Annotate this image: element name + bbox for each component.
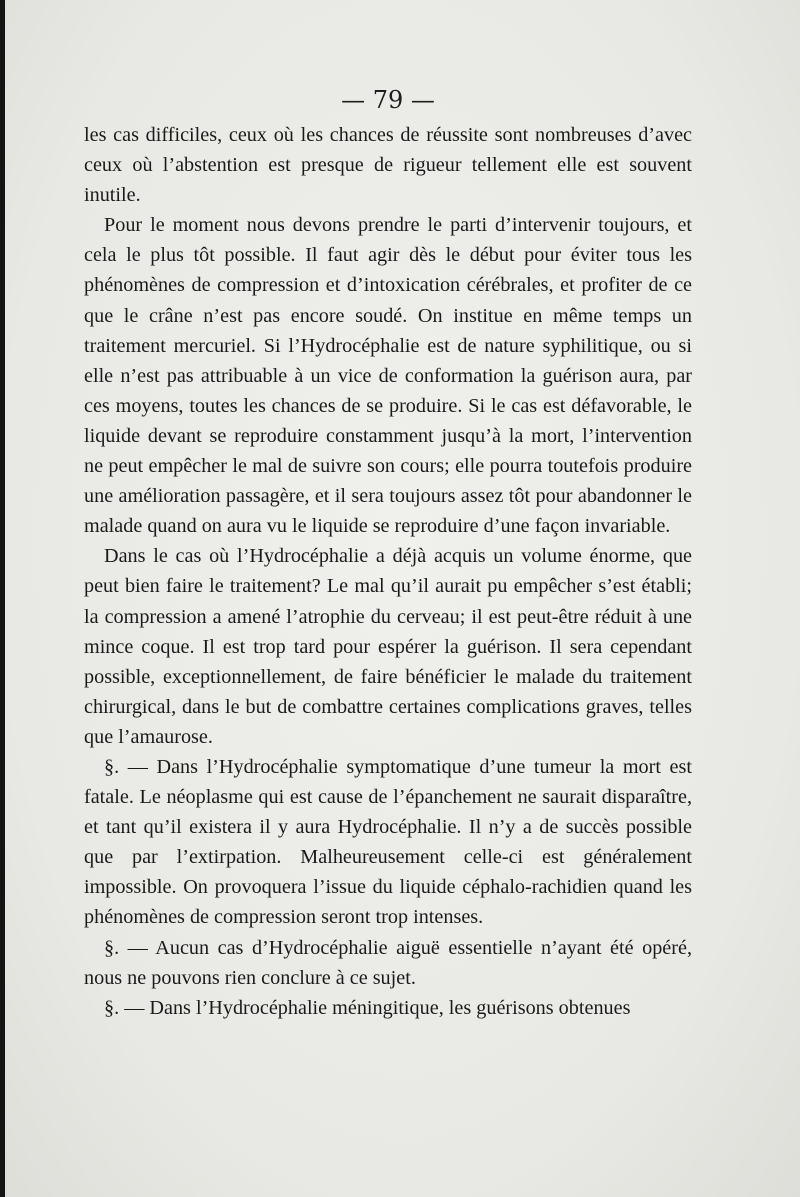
- paragraph: §. — Dans l’Hydrocéphalie symptomatique d’une tumeur la mort est fatale. Le néoplasme qui est cause de l’épanchement ne saurait disparaître, et tant qu’il existera il y aura Hydrocéphalie. Il n’y a de succès possible que par l’extirpation. Malheureusement celle-ci est généralement impossible. On provoquera l’issue du liquide céphalo-rachidien quand les phénomènes de compression seront trop intenses.: [84, 755, 692, 929]
- paragraph: Pour le moment nous devons prendre le parti d’intervenir toujours, et cela le plus tôt possible. Il faut agir dès le début pour éviter tous les phénomènes de compression et d’intoxication cérébrales, et profiter de ce que le crâne n’est pas encore soudé. On institue en même temps un traitement mercuriel. Si l’Hydrocéphalie est de nature syphilitique, ou si elle n’est pas attribuable à un vice de conformation la guérison aura, par ces moyens, toutes les chances de se produire. Si le cas est défavorable, le liquide devant se reproduire constamment jusqu’à la mort, l’intervention ne peut empêcher le mal de suivre son cours; elle pourra toutefois produire une amélioration passagère, et il sera toujours assez tôt pour abandonner le malade quand on aura vu le liquide se reproduire d’une façon invariable.: [84, 214, 692, 538]
- scan-left-border: [0, 0, 5, 1197]
- paragraph: Dans le cas où l’Hydrocéphalie a déjà acquis un volume énorme, que peut bien faire le traitement? Le mal qu’il aurait pu empêcher s’est établi; la compression a amené l’atrophie du cerveau; il est peut-être réduit à une mince coque. Il est trop tard pour espérer la guérison. Il sera cependant possible, exceptionnellement, de faire bénéficier le malade du traitement chirurgical, dans le but de combattre certaines complications graves, telles que l’amaurose.: [84, 545, 692, 748]
- body-text: [84, 120, 692, 1023]
- paragraph: §. — Aucun cas d’Hydrocéphalie aiguë essentielle n’ayant été opéré, nous ne pouvons rien conclure à ce sujet.: [84, 936, 692, 989]
- page-number: — 79 —: [341, 86, 435, 114]
- paragraph: §. — Dans l’Hydrocéphalie méningitique, les guérisons obtenues: [104, 996, 631, 1019]
- paragraph: les cas difficiles, ceux où les chances de réussite sont nombreuses d’avec ceux où l’abstention est presque de rigueur tellement elle est souvent inutile.: [84, 124, 692, 207]
